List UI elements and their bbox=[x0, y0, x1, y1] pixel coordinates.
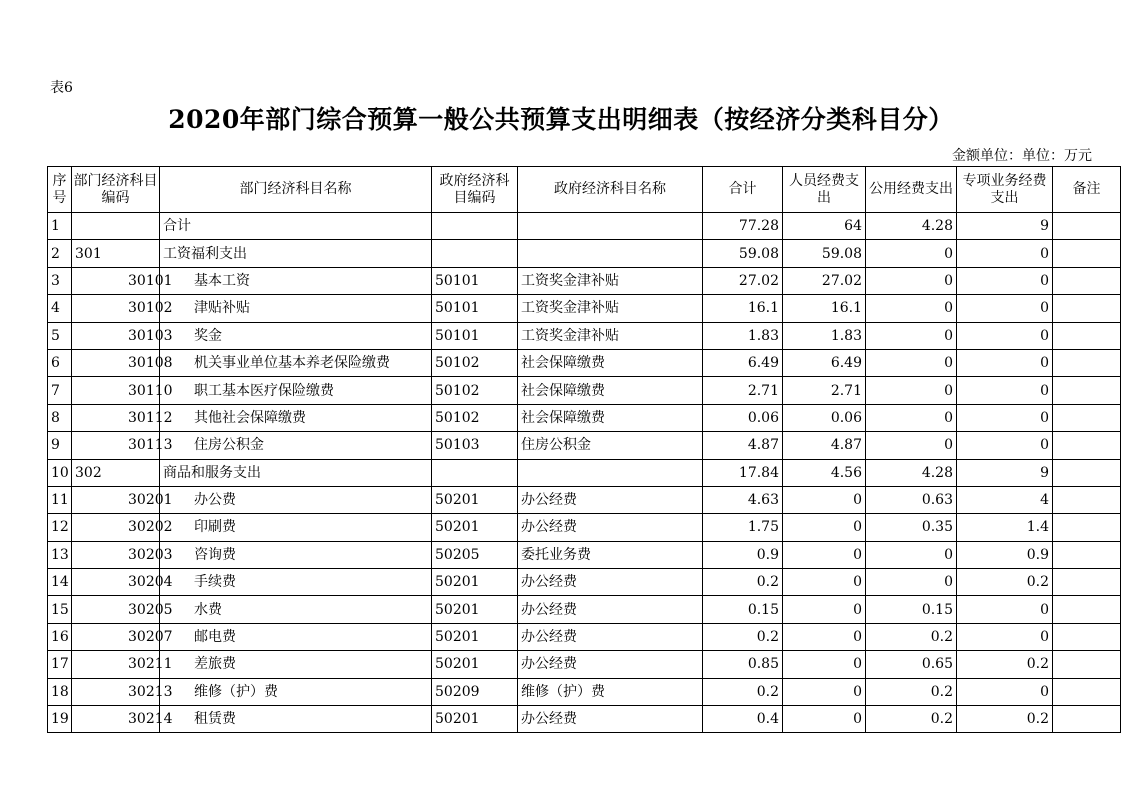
cell-dept-name: 职工基本医疗保险缴费 bbox=[160, 377, 432, 404]
cell-seq: 16 bbox=[48, 623, 72, 650]
cell-remark bbox=[1053, 240, 1121, 267]
cell-public: 0.2 bbox=[866, 678, 957, 705]
cell-total: 16.1 bbox=[703, 295, 783, 322]
cell-gov-name: 办公经费 bbox=[518, 569, 703, 596]
cell-gov-code: 50201 bbox=[432, 623, 518, 650]
cell-dept-code: 301 bbox=[72, 240, 160, 267]
cell-remark bbox=[1053, 678, 1121, 705]
cell-personnel: 0 bbox=[783, 623, 866, 650]
table-row bbox=[48, 295, 1121, 322]
table-row bbox=[48, 486, 1121, 513]
cell-gov-code: 50103 bbox=[432, 432, 518, 459]
cell-seq: 14 bbox=[48, 569, 72, 596]
cell-special: 0 bbox=[957, 322, 1053, 349]
cell-gov-code bbox=[432, 240, 518, 267]
cell-dept-name: 商品和服务支出 bbox=[160, 459, 432, 486]
cell-dept-code bbox=[72, 213, 160, 240]
cell-total: 17.84 bbox=[703, 459, 783, 486]
cell-seq: 18 bbox=[48, 678, 72, 705]
cell-special: 9 bbox=[957, 213, 1053, 240]
table-row bbox=[48, 267, 1121, 294]
cell-public: 0 bbox=[866, 541, 957, 568]
cell-gov-name: 办公经费 bbox=[518, 596, 703, 623]
cell-dept-code: 30205 bbox=[72, 596, 160, 623]
cell-dept-name: 邮电费 bbox=[160, 623, 432, 650]
table-row bbox=[48, 213, 1121, 240]
table-row bbox=[48, 322, 1121, 349]
cell-special: 0 bbox=[957, 295, 1053, 322]
cell-gov-name: 委托业务费 bbox=[518, 541, 703, 568]
cell-dept-name: 津贴补贴 bbox=[160, 295, 432, 322]
cell-dept-name: 印刷费 bbox=[160, 514, 432, 541]
cell-dept-name: 其他社会保障缴费 bbox=[160, 404, 432, 431]
cell-dept-code: 30211 bbox=[72, 651, 160, 678]
cell-gov-code: 50101 bbox=[432, 295, 518, 322]
table-row bbox=[48, 377, 1121, 404]
cell-special: 0 bbox=[957, 349, 1053, 376]
cell-public: 0.15 bbox=[866, 596, 957, 623]
cell-gov-code: 50101 bbox=[432, 322, 518, 349]
table-row bbox=[48, 349, 1121, 376]
cell-total: 2.71 bbox=[703, 377, 783, 404]
cell-dept-name: 手续费 bbox=[160, 569, 432, 596]
cell-dept-name: 机关事业单位基本养老保险缴费 bbox=[160, 349, 432, 376]
table-row bbox=[48, 240, 1121, 267]
cell-seq: 6 bbox=[48, 349, 72, 376]
table-row bbox=[48, 651, 1121, 678]
cell-total: 4.63 bbox=[703, 486, 783, 513]
cell-personnel: 4.56 bbox=[783, 459, 866, 486]
cell-gov-name bbox=[518, 459, 703, 486]
table-row bbox=[48, 432, 1121, 459]
cell-public: 0.2 bbox=[866, 623, 957, 650]
cell-dept-code: 30202 bbox=[72, 514, 160, 541]
cell-total: 0.2 bbox=[703, 569, 783, 596]
cell-dept-code: 30102 bbox=[72, 295, 160, 322]
cell-total: 27.02 bbox=[703, 267, 783, 294]
cell-gov-code bbox=[432, 213, 518, 240]
cell-gov-code: 50201 bbox=[432, 651, 518, 678]
cell-gov-name: 办公经费 bbox=[518, 706, 703, 733]
cell-personnel: 27.02 bbox=[783, 267, 866, 294]
cell-dept-name: 咨询费 bbox=[160, 541, 432, 568]
cell-remark bbox=[1053, 514, 1121, 541]
cell-personnel: 0 bbox=[783, 486, 866, 513]
cell-gov-name: 工资奖金津补贴 bbox=[518, 322, 703, 349]
cell-seq: 12 bbox=[48, 514, 72, 541]
cell-dept-code: 30201 bbox=[72, 486, 160, 513]
cell-dept-name: 租赁费 bbox=[160, 706, 432, 733]
cell-gov-code: 50102 bbox=[432, 404, 518, 431]
cell-total: 4.87 bbox=[703, 432, 783, 459]
cell-dept-code: 30207 bbox=[72, 623, 160, 650]
cell-gov-name: 社会保障缴费 bbox=[518, 404, 703, 431]
cell-personnel: 6.49 bbox=[783, 349, 866, 376]
header-personnel: 人员经费支出 bbox=[783, 167, 866, 213]
cell-seq: 19 bbox=[48, 706, 72, 733]
cell-personnel: 1.83 bbox=[783, 322, 866, 349]
cell-dept-name: 住房公积金 bbox=[160, 432, 432, 459]
cell-gov-code: 50201 bbox=[432, 596, 518, 623]
cell-total: 77.28 bbox=[703, 213, 783, 240]
cell-remark bbox=[1053, 267, 1121, 294]
cell-special: 0.2 bbox=[957, 651, 1053, 678]
cell-gov-name: 办公经费 bbox=[518, 651, 703, 678]
cell-personnel: 0.06 bbox=[783, 404, 866, 431]
cell-special: 9 bbox=[957, 459, 1053, 486]
cell-personnel: 64 bbox=[783, 213, 866, 240]
cell-dept-name: 工资福利支出 bbox=[160, 240, 432, 267]
header-public: 公用经费支出 bbox=[866, 167, 957, 213]
cell-personnel: 4.87 bbox=[783, 432, 866, 459]
cell-remark bbox=[1053, 596, 1121, 623]
cell-public: 0 bbox=[866, 267, 957, 294]
cell-total: 0.2 bbox=[703, 623, 783, 650]
table-row bbox=[48, 569, 1121, 596]
cell-special: 0 bbox=[957, 267, 1053, 294]
table-row bbox=[48, 404, 1121, 431]
table-number: 表6 bbox=[50, 80, 73, 96]
cell-dept-name: 办公费 bbox=[160, 486, 432, 513]
cell-gov-name bbox=[518, 240, 703, 267]
cell-public: 0 bbox=[866, 295, 957, 322]
budget-table bbox=[47, 166, 1121, 733]
cell-dept-code: 30101 bbox=[72, 267, 160, 294]
cell-public: 0 bbox=[866, 240, 957, 267]
cell-total: 1.83 bbox=[703, 322, 783, 349]
header-gov-name: 政府经济科目名称 bbox=[518, 167, 703, 213]
cell-remark bbox=[1053, 322, 1121, 349]
cell-dept-code: 30103 bbox=[72, 322, 160, 349]
cell-gov-code: 50102 bbox=[432, 349, 518, 376]
cell-special: 0 bbox=[957, 377, 1053, 404]
cell-personnel: 2.71 bbox=[783, 377, 866, 404]
cell-personnel: 0 bbox=[783, 706, 866, 733]
cell-public: 4.28 bbox=[866, 213, 957, 240]
cell-remark bbox=[1053, 459, 1121, 486]
cell-gov-code: 50201 bbox=[432, 514, 518, 541]
header-dept-name: 部门经济科目名称 bbox=[160, 167, 432, 213]
cell-remark bbox=[1053, 569, 1121, 596]
table-row bbox=[48, 596, 1121, 623]
cell-dept-name: 维修（护）费 bbox=[160, 678, 432, 705]
cell-dept-code: 30108 bbox=[72, 349, 160, 376]
cell-personnel: 0 bbox=[783, 678, 866, 705]
cell-remark bbox=[1053, 404, 1121, 431]
cell-seq: 15 bbox=[48, 596, 72, 623]
cell-total: 0.2 bbox=[703, 678, 783, 705]
cell-gov-code: 50101 bbox=[432, 267, 518, 294]
cell-total: 1.75 bbox=[703, 514, 783, 541]
cell-gov-name bbox=[518, 213, 703, 240]
cell-remark bbox=[1053, 432, 1121, 459]
cell-public: 0 bbox=[866, 322, 957, 349]
cell-special: 0.2 bbox=[957, 706, 1053, 733]
cell-seq: 3 bbox=[48, 267, 72, 294]
cell-gov-code: 50201 bbox=[432, 706, 518, 733]
cell-gov-name: 工资奖金津补贴 bbox=[518, 295, 703, 322]
cell-seq: 2 bbox=[48, 240, 72, 267]
cell-dept-name: 差旅费 bbox=[160, 651, 432, 678]
cell-gov-code: 50201 bbox=[432, 569, 518, 596]
cell-total: 6.49 bbox=[703, 349, 783, 376]
cell-dept-name: 水费 bbox=[160, 596, 432, 623]
table-row bbox=[48, 541, 1121, 568]
cell-public: 0.63 bbox=[866, 486, 957, 513]
cell-special: 0 bbox=[957, 623, 1053, 650]
cell-seq: 5 bbox=[48, 322, 72, 349]
page-title: 2020年部门综合预算一般公共预算支出明细表（按经济分类科目分） bbox=[168, 105, 954, 134]
cell-seq: 9 bbox=[48, 432, 72, 459]
cell-remark bbox=[1053, 295, 1121, 322]
cell-dept-code: 30214 bbox=[72, 706, 160, 733]
cell-gov-code bbox=[432, 459, 518, 486]
cell-gov-name: 工资奖金津补贴 bbox=[518, 267, 703, 294]
cell-remark bbox=[1053, 349, 1121, 376]
cell-total: 59.08 bbox=[703, 240, 783, 267]
cell-seq: 13 bbox=[48, 541, 72, 568]
cell-total: 0.15 bbox=[703, 596, 783, 623]
cell-remark bbox=[1053, 651, 1121, 678]
cell-gov-name: 办公经费 bbox=[518, 514, 703, 541]
cell-total: 0.9 bbox=[703, 541, 783, 568]
cell-public: 0.35 bbox=[866, 514, 957, 541]
cell-personnel: 0 bbox=[783, 596, 866, 623]
header-gov-code: 政府经济科目编码 bbox=[432, 167, 518, 213]
cell-seq: 4 bbox=[48, 295, 72, 322]
cell-gov-name: 社会保障缴费 bbox=[518, 377, 703, 404]
cell-gov-code: 50205 bbox=[432, 541, 518, 568]
cell-gov-name: 办公经费 bbox=[518, 623, 703, 650]
cell-dept-code: 302 bbox=[72, 459, 160, 486]
cell-remark bbox=[1053, 706, 1121, 733]
cell-dept-code: 30213 bbox=[72, 678, 160, 705]
cell-special: 0 bbox=[957, 678, 1053, 705]
cell-total: 0.85 bbox=[703, 651, 783, 678]
cell-remark bbox=[1053, 541, 1121, 568]
table-row bbox=[48, 514, 1121, 541]
cell-special: 0 bbox=[957, 404, 1053, 431]
cell-special: 0.9 bbox=[957, 541, 1053, 568]
cell-public: 0 bbox=[866, 377, 957, 404]
header-dept-code: 部门经济科目编码 bbox=[72, 167, 160, 213]
cell-dept-name: 基本工资 bbox=[160, 267, 432, 294]
cell-seq: 1 bbox=[48, 213, 72, 240]
cell-seq: 10 bbox=[48, 459, 72, 486]
cell-dept-code: 30203 bbox=[72, 541, 160, 568]
cell-remark bbox=[1053, 213, 1121, 240]
cell-special: 0.2 bbox=[957, 569, 1053, 596]
cell-dept-code: 30110 bbox=[72, 377, 160, 404]
cell-public: 0.65 bbox=[866, 651, 957, 678]
cell-public: 0 bbox=[866, 432, 957, 459]
cell-special: 0 bbox=[957, 432, 1053, 459]
table-row bbox=[48, 623, 1121, 650]
cell-seq: 11 bbox=[48, 486, 72, 513]
cell-remark bbox=[1053, 377, 1121, 404]
cell-gov-name: 社会保障缴费 bbox=[518, 349, 703, 376]
cell-public: 0.2 bbox=[866, 706, 957, 733]
table-row bbox=[48, 459, 1121, 486]
cell-public: 0 bbox=[866, 569, 957, 596]
cell-public: 0 bbox=[866, 404, 957, 431]
amount-unit: 金额单位：单位：万元 bbox=[952, 148, 1092, 164]
cell-seq: 17 bbox=[48, 651, 72, 678]
cell-dept-name: 奖金 bbox=[160, 322, 432, 349]
table-row bbox=[48, 678, 1121, 705]
cell-total: 0.06 bbox=[703, 404, 783, 431]
cell-dept-code: 30204 bbox=[72, 569, 160, 596]
cell-total: 0.4 bbox=[703, 706, 783, 733]
cell-gov-code: 50209 bbox=[432, 678, 518, 705]
header-total: 合计 bbox=[703, 167, 783, 213]
header-seq: 序号 bbox=[48, 167, 72, 213]
cell-personnel: 0 bbox=[783, 569, 866, 596]
cell-gov-name: 住房公积金 bbox=[518, 432, 703, 459]
cell-personnel: 0 bbox=[783, 541, 866, 568]
cell-special: 0 bbox=[957, 240, 1053, 267]
cell-gov-name: 维修（护）费 bbox=[518, 678, 703, 705]
table-row bbox=[48, 706, 1121, 733]
cell-seq: 8 bbox=[48, 404, 72, 431]
cell-dept-code: 30112 bbox=[72, 404, 160, 431]
cell-public: 0 bbox=[866, 349, 957, 376]
cell-gov-code: 50102 bbox=[432, 377, 518, 404]
header-remark: 备注 bbox=[1053, 167, 1121, 213]
cell-special: 0 bbox=[957, 596, 1053, 623]
header-special: 专项业务经费支出 bbox=[957, 167, 1053, 213]
cell-dept-code: 30113 bbox=[72, 432, 160, 459]
cell-remark bbox=[1053, 623, 1121, 650]
cell-remark bbox=[1053, 486, 1121, 513]
cell-personnel: 0 bbox=[783, 651, 866, 678]
cell-personnel: 16.1 bbox=[783, 295, 866, 322]
cell-personnel: 0 bbox=[783, 514, 866, 541]
header-row bbox=[48, 167, 1121, 213]
cell-personnel: 59.08 bbox=[783, 240, 866, 267]
cell-special: 4 bbox=[957, 486, 1053, 513]
cell-dept-name: 合计 bbox=[160, 213, 432, 240]
cell-public: 4.28 bbox=[866, 459, 957, 486]
cell-special: 1.4 bbox=[957, 514, 1053, 541]
cell-gov-name: 办公经费 bbox=[518, 486, 703, 513]
cell-seq: 7 bbox=[48, 377, 72, 404]
cell-gov-code: 50201 bbox=[432, 486, 518, 513]
